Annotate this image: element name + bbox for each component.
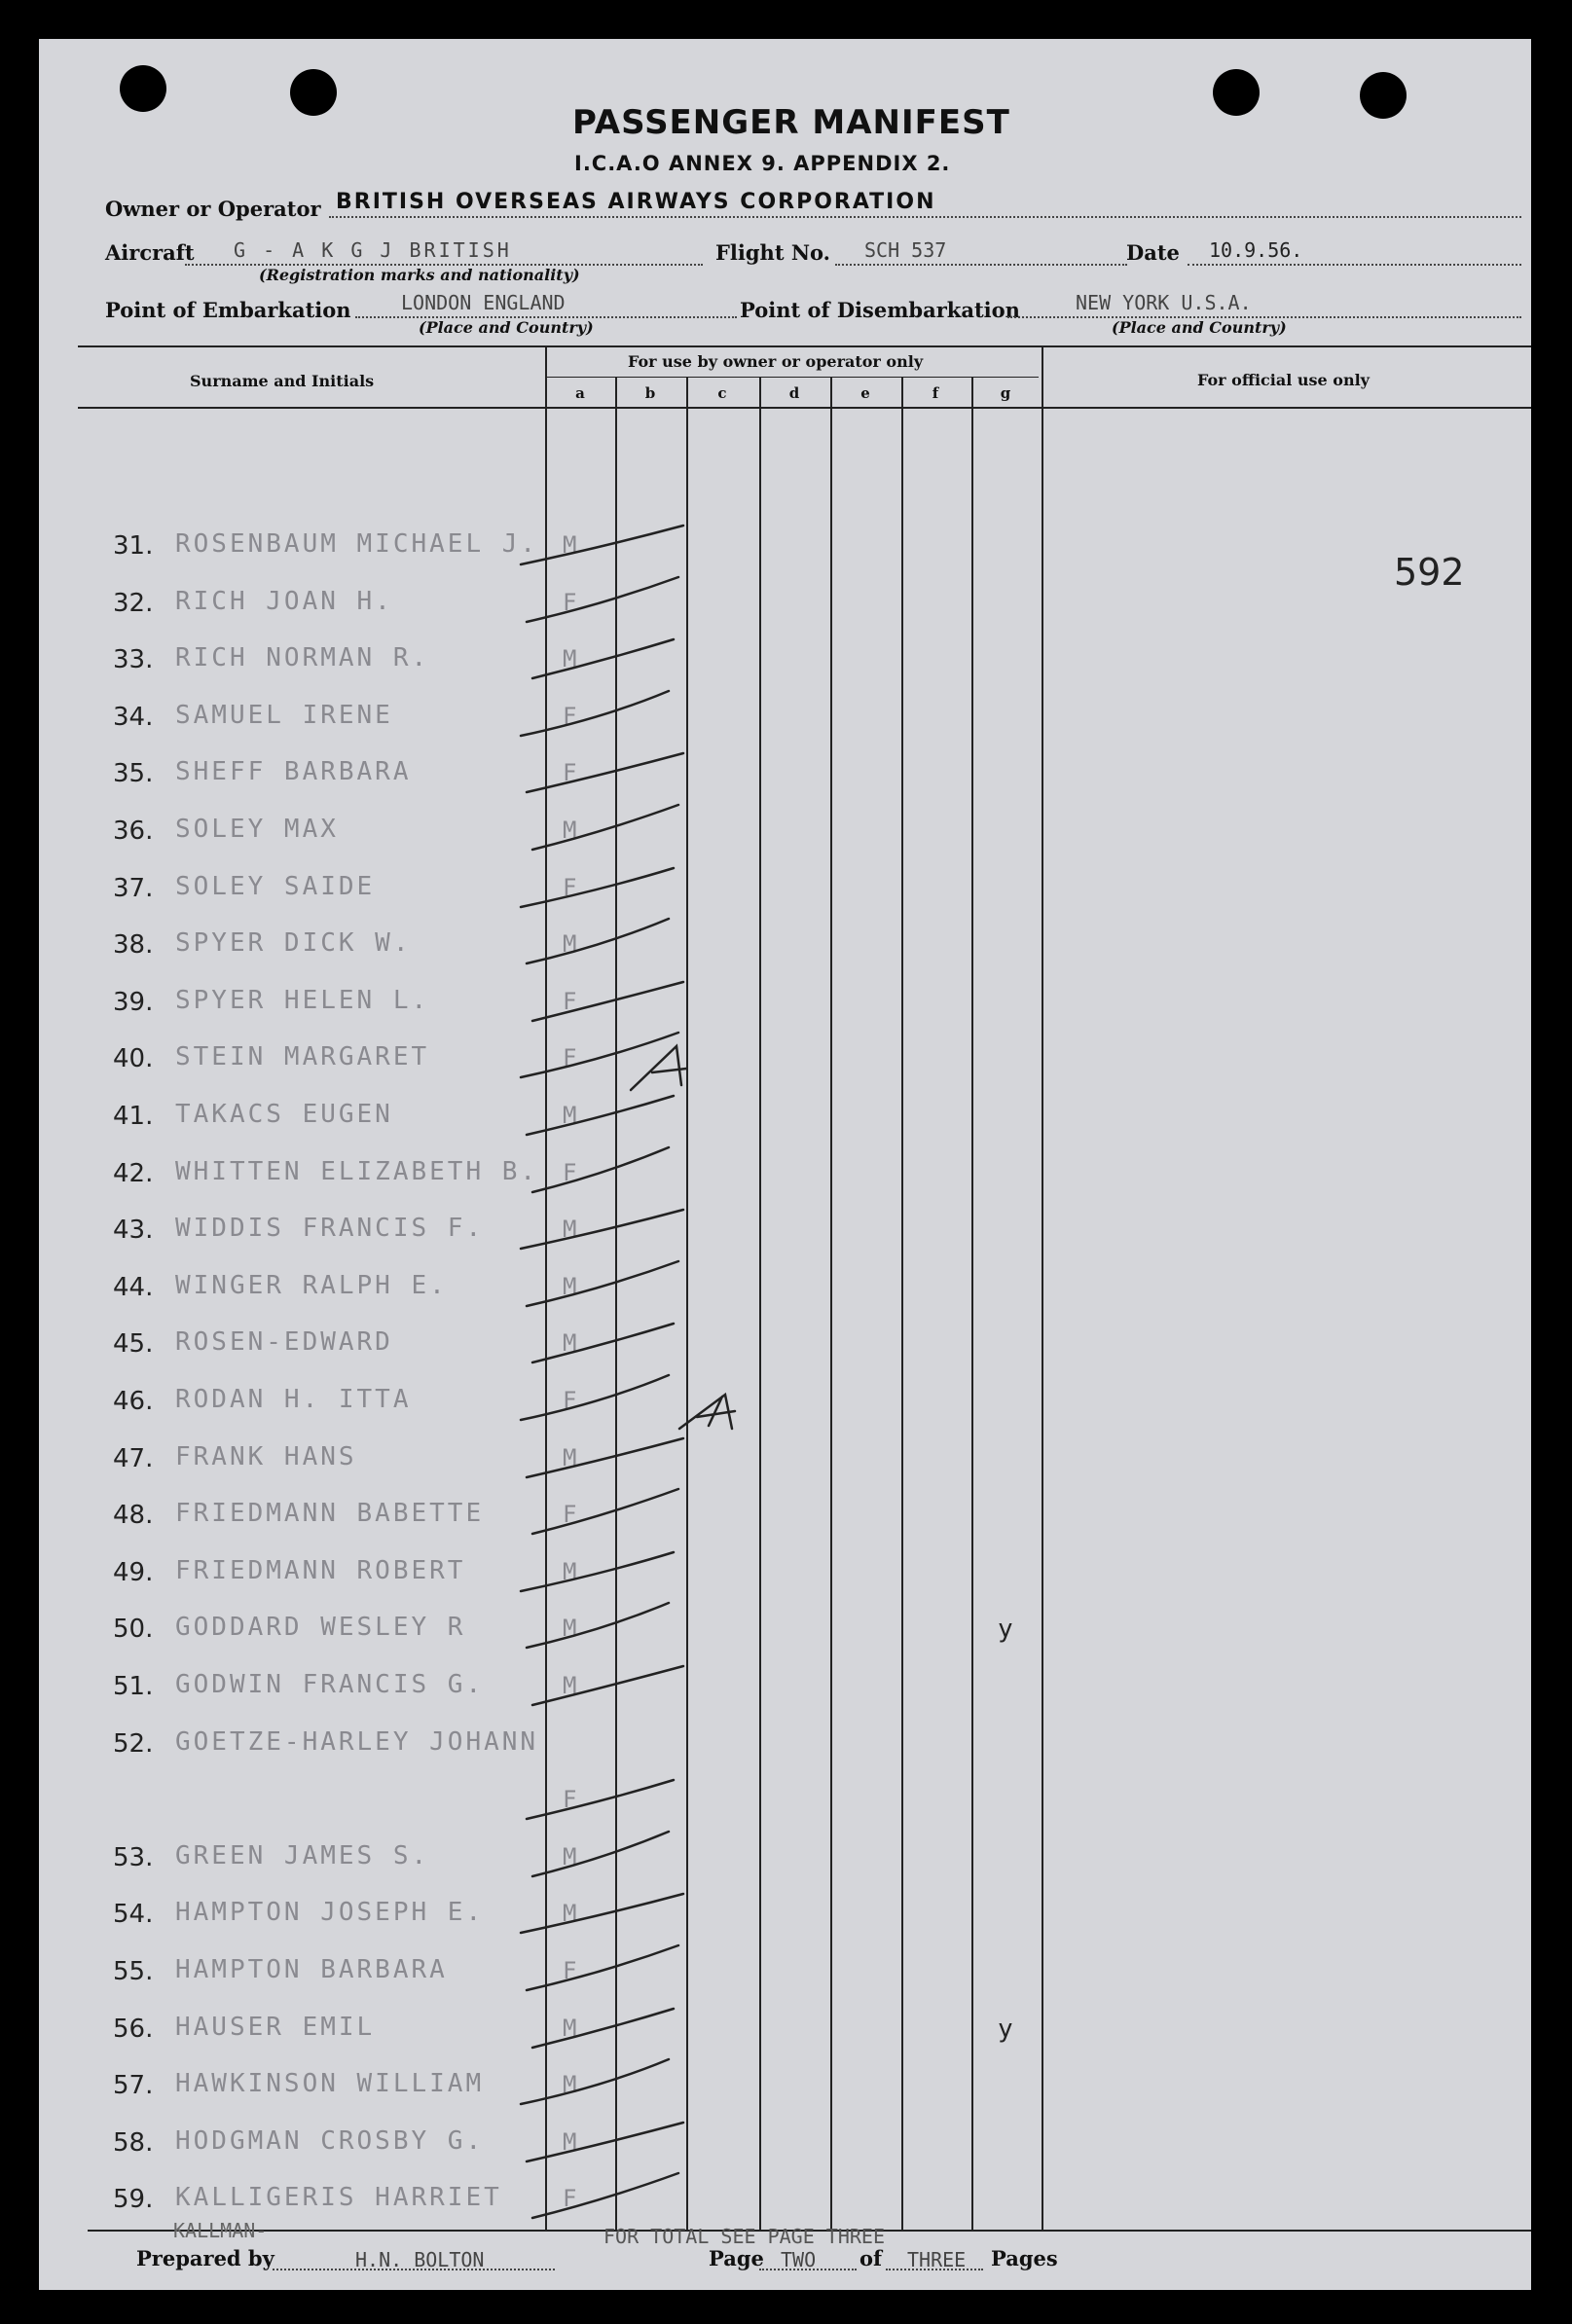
check-tick <box>527 919 669 963</box>
check-tick <box>532 2009 674 2048</box>
passenger-sex: M <box>563 1444 577 1471</box>
row-number: 41. <box>113 1102 154 1131</box>
row-number: 36. <box>113 817 154 846</box>
embark-note: (Place and Country) <box>419 318 594 337</box>
passenger-sex: M <box>563 1329 577 1357</box>
passenger-sex: F <box>563 874 577 901</box>
passenger-name: SPYER DICK W. <box>175 928 412 958</box>
struck-name: KALLMAN- <box>173 2219 268 2242</box>
passenger-sex: M <box>563 1102 577 1129</box>
passenger-name: HAUSER EMIL <box>175 2013 376 2042</box>
passenger-name: SOLEY SAIDE <box>175 872 376 901</box>
column-g-mark: y <box>998 1615 1013 1644</box>
row-number: 32. <box>113 589 154 618</box>
sub-col-f: f <box>932 384 939 402</box>
page-label: Page <box>709 2246 764 2270</box>
disembark-value: NEW YORK U.S.A. <box>1076 291 1252 314</box>
row-number: 52. <box>113 1729 154 1759</box>
owner-label: Owner or Operator <box>105 197 321 221</box>
passenger-sex: M <box>563 1558 577 1585</box>
row-number: 42. <box>113 1159 154 1188</box>
sub-col-b: b <box>644 384 656 402</box>
passenger-name: KALLIGERIS HARRIET <box>175 2183 502 2212</box>
check-tick <box>532 639 674 678</box>
row-number: 54. <box>113 1900 154 1929</box>
sub-col-e: e <box>860 384 870 402</box>
sub-col-a: a <box>575 384 585 402</box>
row-number: 56. <box>113 2015 154 2044</box>
column-g-mark: y <box>998 2015 1013 2044</box>
passenger-name: GREEN JAMES S. <box>175 1841 430 1870</box>
passenger-sex: M <box>563 531 577 559</box>
row-number: 37. <box>113 874 154 903</box>
check-tick <box>532 1666 683 1705</box>
of-label: of <box>859 2246 883 2270</box>
passenger-name: SHEFF BARBARA <box>175 757 412 786</box>
passenger-sex: F <box>563 1387 577 1414</box>
check-tick <box>527 1945 678 1990</box>
row-number: 34. <box>113 703 154 732</box>
passenger-name: RICH NORMAN R. <box>175 643 430 672</box>
check-tick <box>527 753 683 792</box>
passenger-name: WINGER RALPH E. <box>175 1271 448 1300</box>
passenger-sex: M <box>563 1273 577 1300</box>
passenger-sex: F <box>563 1159 577 1186</box>
col-official-header: For official use only <box>1197 371 1370 389</box>
passenger-name: STEIN MARGARET <box>175 1042 430 1071</box>
check-tick <box>521 1894 683 1933</box>
passenger-sex: F <box>563 703 577 730</box>
check-tick <box>532 1147 669 1192</box>
row-number: 43. <box>113 1216 154 1245</box>
passenger-name: HAMPTON JOSEPH E. <box>175 1898 485 1927</box>
passenger-sex: M <box>563 645 577 672</box>
passenger-name: RICH JOAN H. <box>175 587 393 616</box>
passenger-sex: F <box>563 759 577 786</box>
row-number: 44. <box>113 1273 154 1302</box>
check-tick <box>521 1552 674 1591</box>
check-tick <box>521 2059 669 2104</box>
passenger-sex: M <box>563 2071 577 2098</box>
hand-mark-47 <box>679 1395 735 1429</box>
pages-label: Pages <box>991 2246 1058 2270</box>
passenger-sex: M <box>563 817 577 844</box>
passenger-sex: F <box>563 988 577 1015</box>
check-tick <box>532 2173 678 2218</box>
check-tick <box>521 868 674 907</box>
passenger-sex: F <box>563 1786 577 1813</box>
stamp-number: 592 <box>1394 551 1465 594</box>
flight-value: SCH 537 <box>864 238 947 262</box>
passenger-sex: M <box>563 2015 577 2042</box>
date-value: 10.9.56. <box>1209 238 1303 262</box>
aircraft-note: (Registration marks and nationality) <box>259 266 580 284</box>
passenger-sex: M <box>563 1672 577 1699</box>
check-tick <box>527 1780 674 1819</box>
prepared-value: H.N. BOLTON <box>355 2248 485 2271</box>
passenger-name: FRANK HANS <box>175 1442 357 1471</box>
passenger-name: RODAN H. ITTA <box>175 1385 412 1414</box>
owner-value: BRITISH OVERSEAS AIRWAYS CORPORATION <box>336 190 936 214</box>
sub-col-d: d <box>788 384 800 402</box>
row-number: 33. <box>113 645 154 674</box>
row-number: 48. <box>113 1501 154 1530</box>
row-number: 39. <box>113 988 154 1017</box>
check-tick <box>521 526 683 564</box>
row-number: 45. <box>113 1329 154 1359</box>
aircraft-label: Aircraft <box>105 240 195 265</box>
row-number: 50. <box>113 1615 154 1644</box>
passenger-sex: M <box>563 1216 577 1243</box>
check-tick <box>527 1438 683 1477</box>
passenger-name: SPYER HELEN L. <box>175 986 430 1015</box>
row-number: 49. <box>113 1558 154 1587</box>
passenger-sex: M <box>563 1843 577 1870</box>
row-number: 57. <box>113 2071 154 2100</box>
passenger-sex: F <box>563 2185 577 2212</box>
check-tick <box>532 1324 674 1362</box>
prepared-label: Prepared by <box>136 2246 274 2270</box>
row-number: 31. <box>113 531 154 561</box>
check-tick <box>521 1033 678 1077</box>
passenger-name: WHITTEN ELIZABETH B. <box>175 1157 539 1186</box>
check-tick <box>527 577 678 622</box>
sub-col-c: c <box>717 384 727 402</box>
date-label: Date <box>1126 240 1180 265</box>
of-value: THREE <box>907 2248 967 2271</box>
handwritten-marks <box>39 39 1531 2290</box>
manifest-sheet <box>39 39 1531 2290</box>
check-tick <box>527 1261 678 1306</box>
passenger-name: GODDARD WESLEY R <box>175 1613 466 1642</box>
flight-label: Flight No. <box>715 240 830 265</box>
row-number: 40. <box>113 1044 154 1073</box>
passenger-name: FRIEDMANN BABETTE <box>175 1499 485 1528</box>
passenger-sex: F <box>563 1044 577 1071</box>
row-number: 59. <box>113 2185 154 2214</box>
passenger-sex: M <box>563 1615 577 1642</box>
passenger-name: ROSEN-EDWARD <box>175 1327 393 1357</box>
aircraft-value: G - A K G J BRITISH <box>234 238 512 262</box>
row-number: 58. <box>113 2128 154 2158</box>
check-tick <box>532 1832 669 1876</box>
row-number: 47. <box>113 1444 154 1473</box>
row-number: 51. <box>113 1672 154 1701</box>
passenger-name: GODWIN FRANCIS G. <box>175 1670 485 1699</box>
row-number: 55. <box>113 1957 154 1986</box>
row-number: 46. <box>113 1387 154 1416</box>
manifest-subtitle: I.C.A.O ANNEX 9. APPENDIX 2. <box>574 152 951 175</box>
embark-label: Point of Embarkation <box>105 298 351 322</box>
passenger-name: SAMUEL IRENE <box>175 701 393 730</box>
row-number: 38. <box>113 930 154 960</box>
check-tick <box>521 691 669 736</box>
check-tick <box>527 2123 683 2161</box>
passenger-name: TAKACS EUGEN <box>175 1100 393 1129</box>
passenger-sex: F <box>563 589 577 616</box>
embark-value: LONDON ENGLAND <box>401 291 566 314</box>
check-tick <box>532 982 683 1021</box>
row-number: 35. <box>113 759 154 788</box>
row-number: 53. <box>113 1843 154 1872</box>
passenger-name: FRIEDMANN ROBERT <box>175 1556 466 1585</box>
passenger-sex: M <box>563 1900 577 1927</box>
total-note: FOR TOTAL SEE PAGE THREE <box>603 2225 885 2248</box>
col-operator-header: For use by owner or operator only <box>628 352 924 371</box>
disembark-note: (Place and Country) <box>1112 318 1287 337</box>
hand-mark-41 <box>631 1046 686 1090</box>
passenger-sex: M <box>563 2128 577 2156</box>
passenger-name: HAMPTON BARBARA <box>175 1955 448 1984</box>
col-surname-header: Surname and Initials <box>190 372 375 390</box>
passenger-sex: F <box>563 1501 577 1528</box>
passenger-sex: F <box>563 1957 577 1984</box>
sub-col-g: g <box>1000 384 1011 402</box>
passenger-name: HODGMAN CROSBY G. <box>175 2126 485 2156</box>
passenger-name: ROSENBAUM MICHAEL J. <box>175 529 539 559</box>
passenger-name: HAWKINSON WILLIAM <box>175 2069 485 2098</box>
passenger-name: WIDDIS FRANCIS F. <box>175 1214 485 1243</box>
check-tick <box>521 1375 669 1420</box>
passenger-name: SOLEY MAX <box>175 815 339 844</box>
disembark-label: Point of Disembarkation <box>740 298 1020 322</box>
check-tick <box>521 1210 683 1249</box>
check-tick <box>527 1603 669 1648</box>
check-tick <box>527 1096 674 1135</box>
check-tick <box>532 805 678 850</box>
passenger-sex: M <box>563 930 577 958</box>
passenger-name: GOETZE-HARLEY JOHANN <box>175 1727 539 1757</box>
check-tick <box>532 1489 678 1534</box>
page-value: TWO <box>781 2248 817 2271</box>
manifest-title: PASSENGER MANIFEST <box>572 103 1010 142</box>
